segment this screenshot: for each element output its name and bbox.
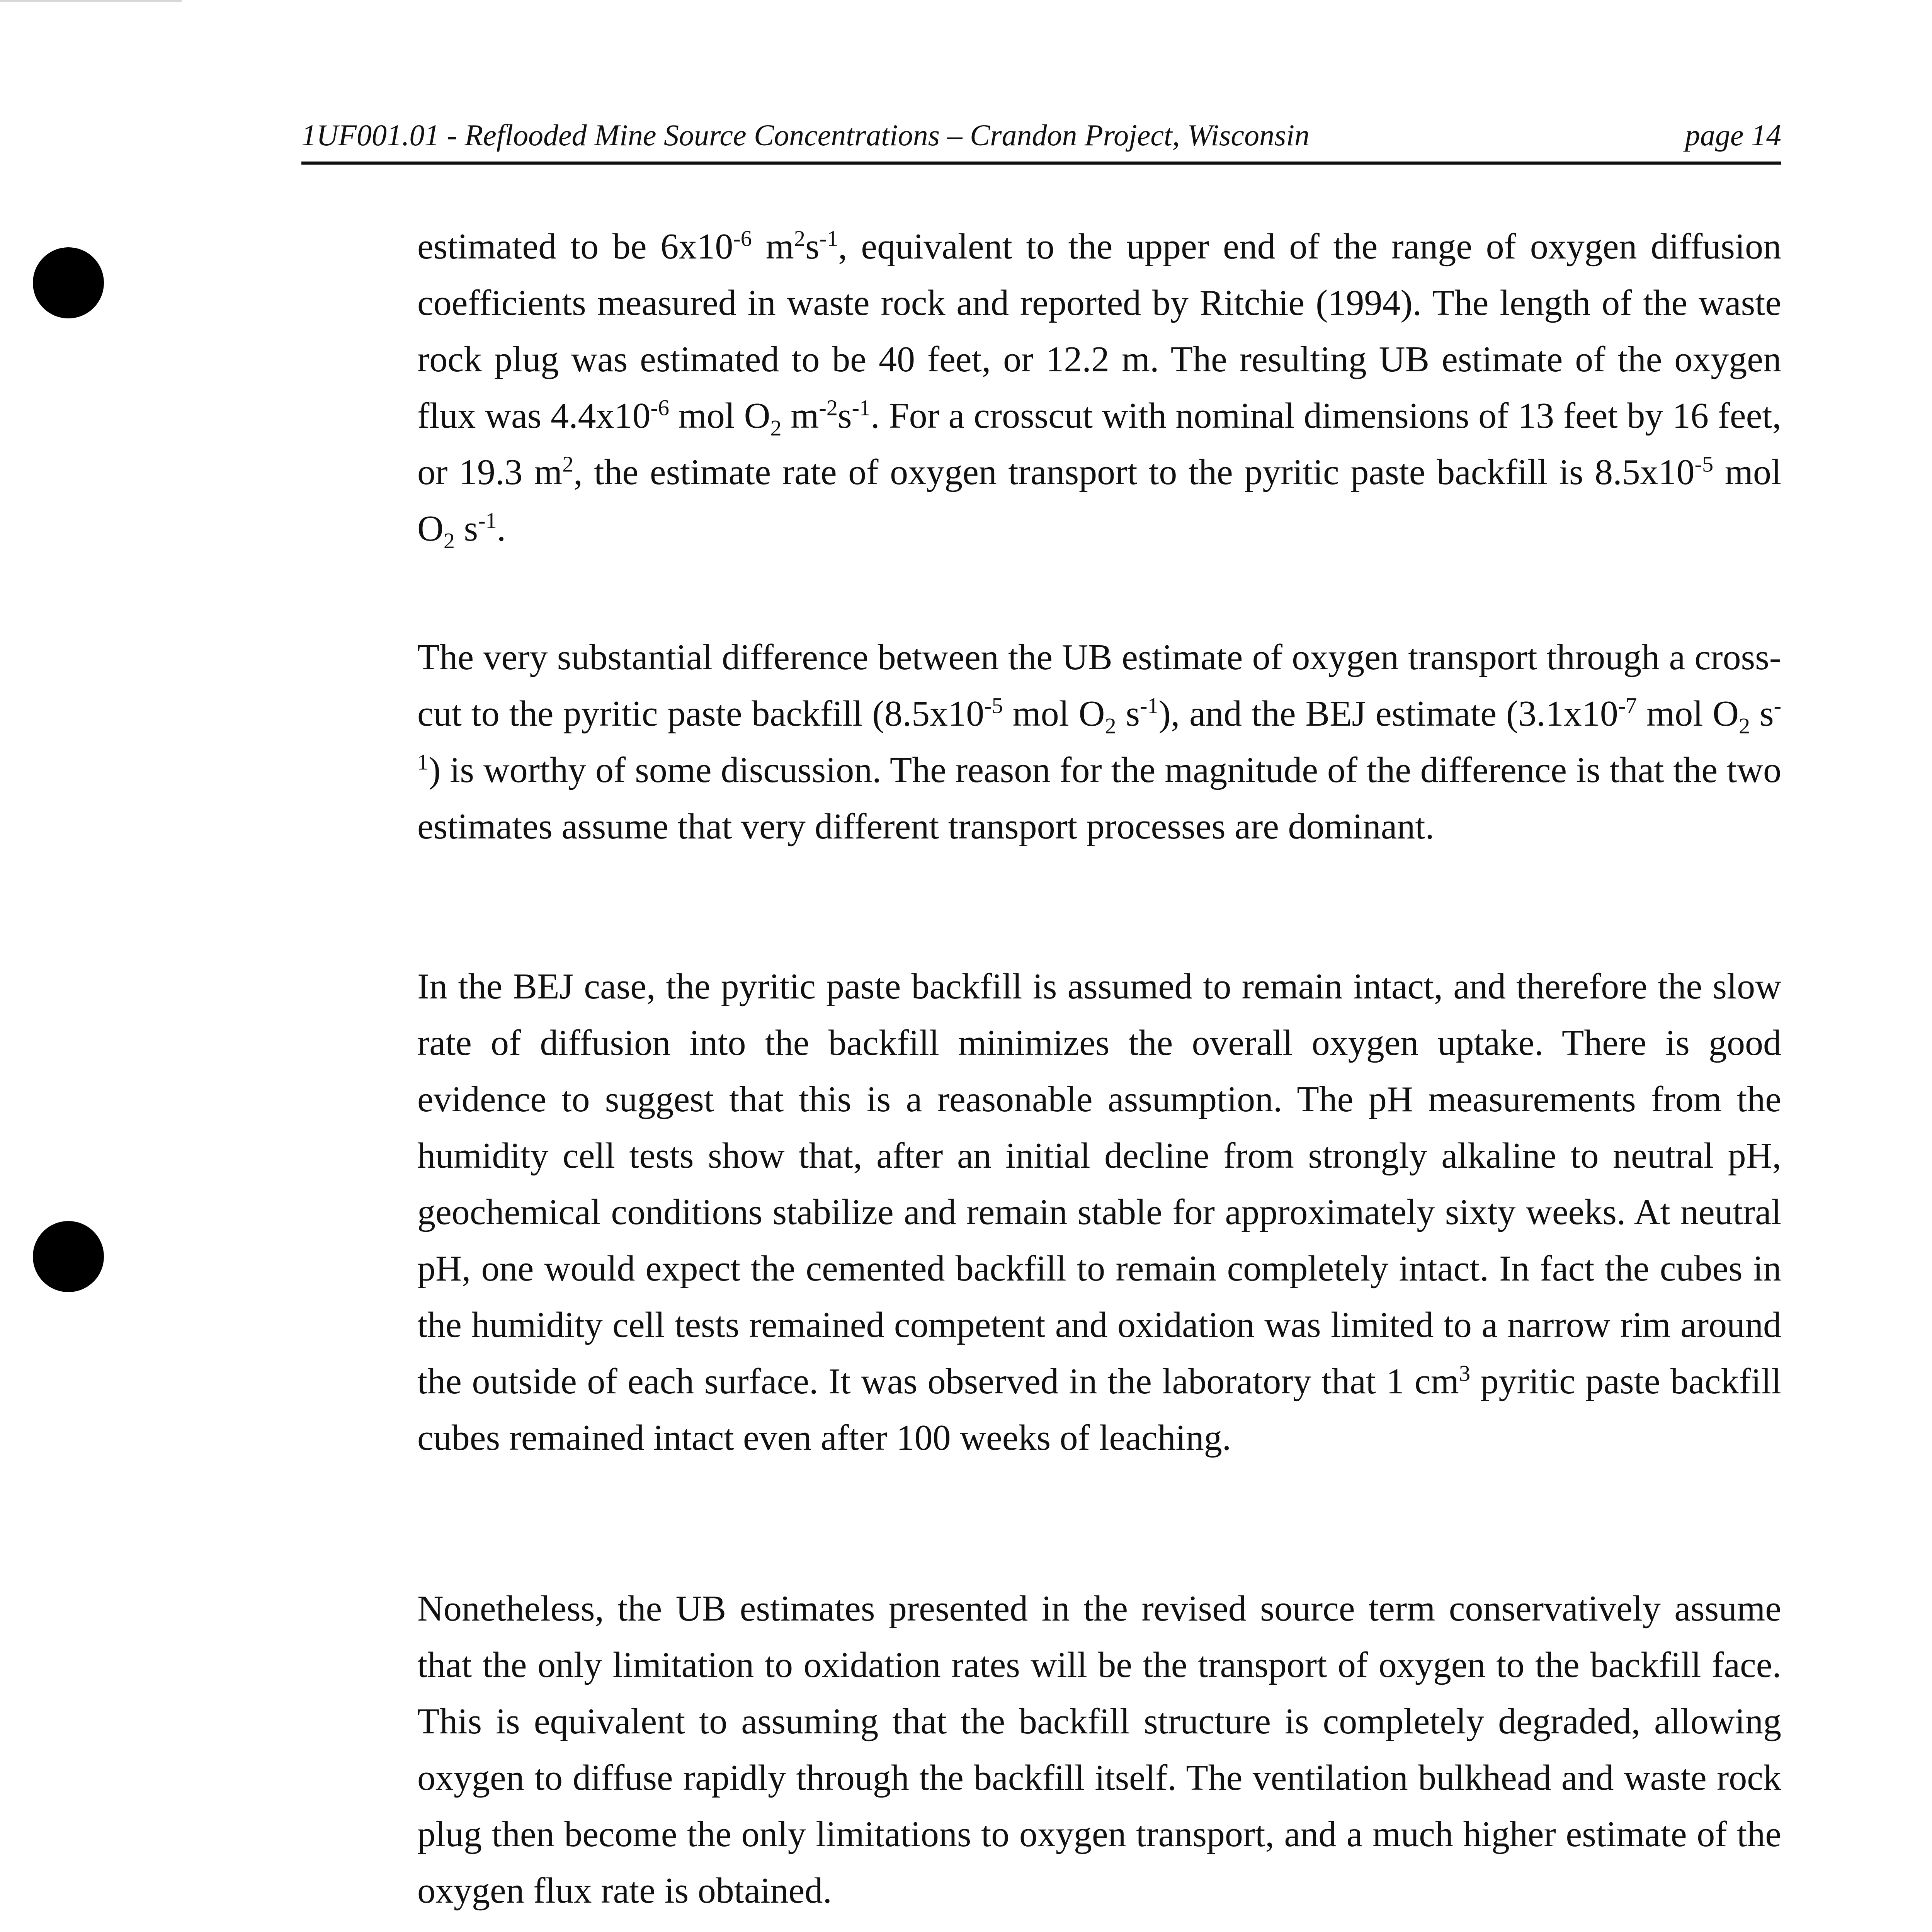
paragraph-2-run: ), and the BEJ estimate (3.1x10 <box>1158 694 1618 734</box>
paragraph-2-run: -1 <box>417 693 1781 775</box>
paragraph-1-run: m <box>752 226 794 267</box>
paragraph-2-run: s <box>1750 694 1774 734</box>
paragraph-3-run: 3 <box>1459 1361 1470 1386</box>
header-title: 1UF001.01 - Reflooded Mine Source Concentrations – Crandon Project, Wisconsin <box>301 118 1310 152</box>
header-page-number: page 14 <box>1685 118 1781 152</box>
scan-edge-mark <box>0 0 182 2</box>
paragraph-1 <box>417 218 1781 557</box>
paragraph-1-run: -2 <box>819 395 838 420</box>
paragraph-2-run: mol O <box>1003 694 1105 734</box>
paragraph-3 <box>417 958 1781 1466</box>
paragraph-1-run: s <box>805 226 820 267</box>
paragraph-1-run: estimated to be 6x10 <box>417 226 733 267</box>
paragraph-1-run: -1 <box>852 395 871 420</box>
header-rule <box>301 162 1781 165</box>
paragraph-1-run: 2 <box>794 226 805 251</box>
paragraph-1-run: m <box>781 396 819 436</box>
paragraph-1-run: s <box>837 396 852 436</box>
paragraph-1-run: . <box>497 509 506 549</box>
paragraph-1-run: -6 <box>650 395 670 420</box>
paragraph-2-run: s <box>1116 694 1140 734</box>
paragraph-2-run: -5 <box>984 693 1003 718</box>
paragraph-2-run: ) is worthy of some discussion. The reason for the magnitude of the difference is that the two estimates assume that very different transport processes are dominant. <box>417 750 1781 847</box>
paragraph-2-run: The very substantial difference between the UB estimate of oxygen transport through a cross-cut to the pyritic paste backfill (8.5x10 <box>417 637 1781 734</box>
paragraph-2-run: mol O <box>1637 694 1739 734</box>
paragraph-2-run: -1 <box>1140 693 1159 718</box>
paragraph-3-run: pyritic paste backfill cubes remained intact even after 100 weeks of leaching. <box>417 1361 1782 1458</box>
paragraph-2-run: 2 <box>1739 713 1750 738</box>
punch-hole-middle <box>33 1221 104 1292</box>
paragraph-1-run: -1 <box>819 226 838 251</box>
paragraph-4-run: Nonetheless, the UB estimates presented in the revised source term conservatively assume that the only limitation to oxidation rates will be the transport of oxygen to the backfill face. This is equivalent to assuming that the backfill structure is completely degraded, allowing oxygen to diffuse rapidly through the backfill itself. The ventilation bulkhead and waste rock plug then become the only limitations to oxygen transport, and a much higher estimate of the oxygen flux rate is obtained. <box>417 1588 1781 1911</box>
paragraph-1-run: . For a crosscut with nominal dimensions of 13 feet by 16 feet, or 19.3 m <box>417 396 1781 492</box>
paragraph-1-run: -5 <box>1694 451 1714 477</box>
paragraph-3-run: In the BEJ case, the pyritic paste backfill is assumed to remain intact, and therefore the slow rate of diffusion into the backfill minimizes the overall oxygen uptake. There is good evidence to suggest that this is a reasonable assumption. The pH measurements from the humidity cell tests show that, after an initial decline from strongly alkaline to neutral pH, geochemical conditions stabilize and remain stable for approximately sixty weeks. At neutral pH, one would expect the cemented backfill to remain completely intact. In fact the cubes in the humidity cell tests remained competent and oxidation was limited to a narrow rim around the outside of each surface. It was observed in the laboratory that 1 cm <box>417 966 1781 1401</box>
punch-hole-top <box>33 247 104 318</box>
paragraph-1-run: s <box>455 509 478 549</box>
paragraph-1-run: , equivalent to the upper end of the range of oxygen diffusion coefficients measured in waste rock and reported by Ritchie (1994). The length of the waste rock plug was estimated to be 40 feet, or 12.2 m. The resulting UB estimate of the oxygen flux was 4.4x10 <box>417 226 1781 436</box>
paragraph-2-run: 2 <box>1105 713 1116 738</box>
paragraph-1-run: mol O <box>417 452 1782 549</box>
paragraph-4 <box>417 1580 1781 1919</box>
paragraph-1-run: , the estimate rate of oxygen transport to the pyritic paste backfill is 8.5x10 <box>573 452 1695 492</box>
paragraph-1-run: 2 <box>770 415 782 440</box>
paragraph-1-run: 2 <box>443 528 455 553</box>
paragraph-1-run: -1 <box>478 508 497 533</box>
paragraph-1-run: 2 <box>562 451 574 477</box>
page-header <box>301 116 1781 155</box>
paragraph-1-run: mol O <box>669 396 770 436</box>
paragraph-2 <box>417 629 1781 855</box>
paragraph-2-run: -7 <box>1618 693 1637 718</box>
paragraph-1-run: -6 <box>733 226 752 251</box>
